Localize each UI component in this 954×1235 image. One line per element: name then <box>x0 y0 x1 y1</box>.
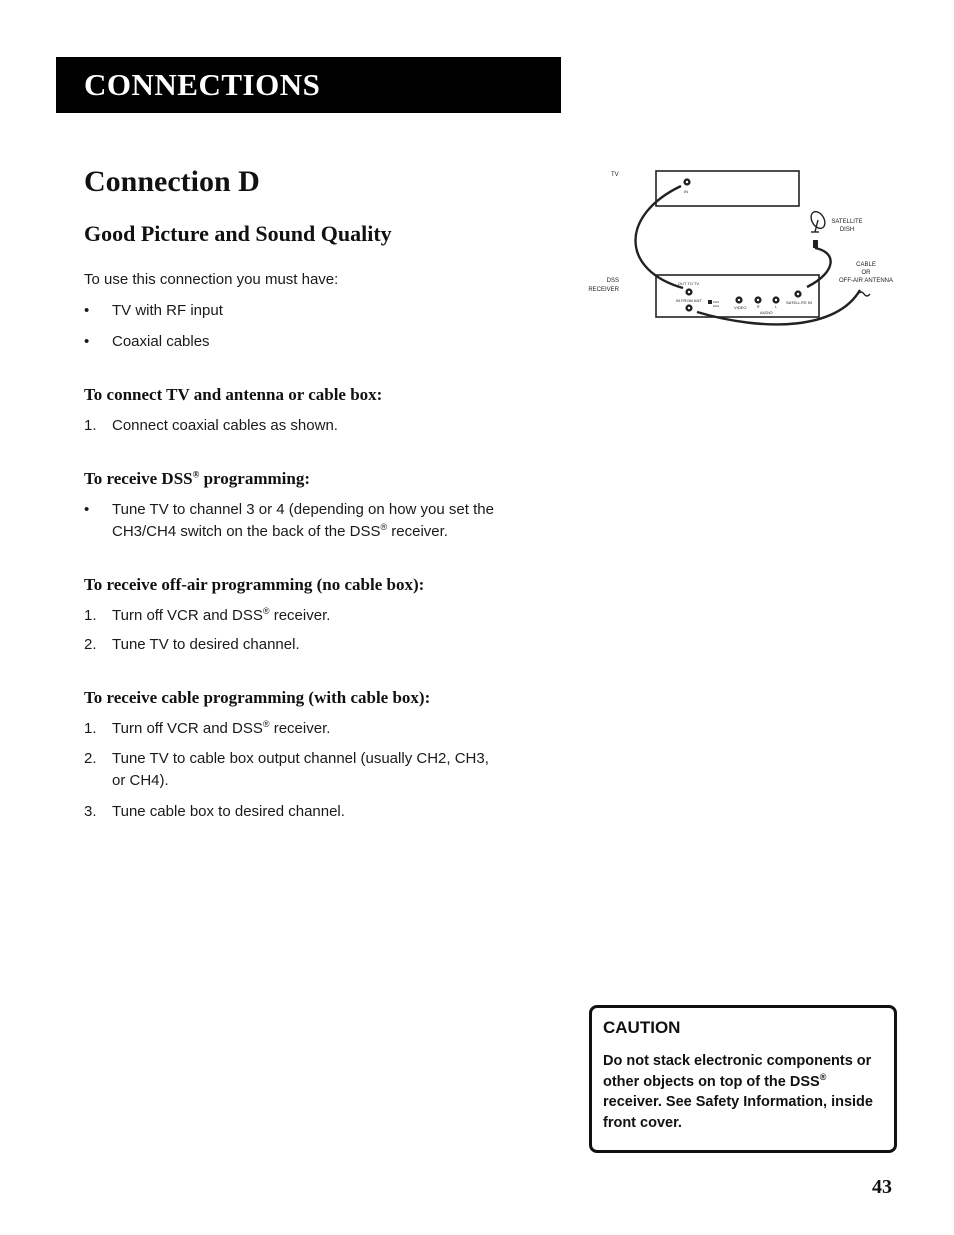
tv-rf-jack-icon <box>683 178 690 185</box>
caution-text-part: Do not stack electronic components or other objects on top of the DSS <box>603 1053 872 1090</box>
step-text: Tune cable box to desired channel. <box>112 803 345 820</box>
heading-text: To receive DSS <box>84 469 193 488</box>
audio-l-jack-icon <box>772 296 779 303</box>
bullet-mark: • <box>84 302 90 319</box>
ch3-label: CH3 <box>713 300 720 304</box>
step-text-part: Turn off VCR and DSS <box>112 607 263 624</box>
step-text <box>112 718 512 740</box>
registered-mark: ® <box>262 606 270 616</box>
page-number: 43 <box>872 1176 892 1198</box>
page-subtitle: Good Picture and Sound Quality <box>84 221 392 246</box>
audio-l-label: L <box>775 305 777 309</box>
caution-title: CAUTION <box>603 1018 681 1037</box>
cable-label-line3: OFF-AIR ANTENNA <box>838 278 894 284</box>
caution-text-part: receiver. See Safety Information, inside front cover. <box>603 1094 873 1131</box>
step-number: 1. <box>84 607 97 624</box>
out-to-tv-label: OUT TO TV <box>678 281 700 286</box>
step-number: 1. <box>84 417 97 434</box>
coax-cable-dish-to-dss <box>807 248 831 287</box>
requirement-text: Coaxial cables <box>112 333 210 350</box>
satellite-dish-label-line2: DISH <box>839 227 855 233</box>
step-text-part: Turn off VCR and DSS <box>112 720 263 737</box>
satellite-in-jack-icon <box>794 290 801 297</box>
dish-connector-icon <box>813 240 818 248</box>
step-text-part: receiver. <box>269 720 331 737</box>
step-number: 2. <box>84 636 97 653</box>
caution-box <box>589 1005 897 1153</box>
bullet-text-part: Tune TV to channel 3 or 4 (depending on how you set the CH3/CH4 switch on the back of the DSS <box>112 501 494 540</box>
bullet-mark: • <box>84 333 90 350</box>
bullet-mark: • <box>84 501 90 518</box>
step-text <box>112 605 512 627</box>
connection-diagram <box>575 160 905 340</box>
section-heading-off-air: To receive off-air programming (no cable box): <box>84 575 425 594</box>
audio-r-jack-icon <box>754 296 761 303</box>
video-label: VIDEO <box>734 305 747 310</box>
section-header-bar <box>56 57 561 113</box>
in-from-ant-jack-icon <box>685 304 692 311</box>
bullet-text <box>112 499 522 543</box>
tv-port-label: IN <box>684 189 688 194</box>
registered-mark: ® <box>380 522 388 532</box>
video-jack-icon <box>735 296 742 303</box>
registered-mark: ® <box>192 469 200 480</box>
out-to-tv-jack-icon <box>685 288 692 295</box>
bullet-text-part: receiver. <box>387 523 448 540</box>
ch3-ch4-switch-icon <box>708 300 712 304</box>
audio-label: AUDIO <box>760 310 773 315</box>
antenna-cable-end-icon <box>858 292 870 296</box>
section-heading-cable: To receive cable programming (with cable box): <box>84 688 431 707</box>
ch4-label: CH4 <box>713 304 720 308</box>
tv-label: TV <box>611 172 619 178</box>
audio-r-label: R <box>757 305 760 309</box>
requirement-text: TV with RF input <box>112 302 223 319</box>
step-text: Tune TV to desired channel. <box>112 636 300 653</box>
step-text: Connect coaxial cables as shown. <box>112 417 338 434</box>
step-number: 1. <box>84 720 97 737</box>
step-text-part: receiver. <box>269 607 331 624</box>
dss-label-line2: RECEIVER <box>588 287 619 293</box>
step-number: 3. <box>84 803 97 820</box>
dss-label-line1: DSS <box>606 278 619 284</box>
section-header-title: CONNECTIONS <box>84 67 321 102</box>
heading-text: programming: <box>199 469 310 488</box>
registered-mark: ® <box>819 1071 827 1082</box>
step-number: 2. <box>84 750 97 767</box>
registered-mark: ® <box>262 719 270 729</box>
step-text: Tune TV to cable box output channel (usually CH2, CH3, or CH4). <box>112 750 489 789</box>
coax-cable-tv-to-dss <box>635 186 683 288</box>
section-heading-dss <box>84 469 310 489</box>
caution-text <box>603 1051 888 1133</box>
intro-text: To use this connection you must have: <box>84 271 339 288</box>
cable-label-line2: OR <box>861 270 871 276</box>
satellite-dish-label-line1: SATELLITE <box>831 219 863 225</box>
section-heading-connect: To connect TV and antenna or cable box: <box>84 385 383 404</box>
cable-label-line1: CABLE <box>856 262 876 268</box>
coax-cable-antenna-to-dss <box>697 290 860 324</box>
in-from-ant-label: IN FROM ANT <box>676 298 702 303</box>
satellite-dish-icon <box>808 209 827 232</box>
satellite-in-label: SATELLITE IN <box>786 300 812 305</box>
page-title: Connection D <box>84 165 260 198</box>
